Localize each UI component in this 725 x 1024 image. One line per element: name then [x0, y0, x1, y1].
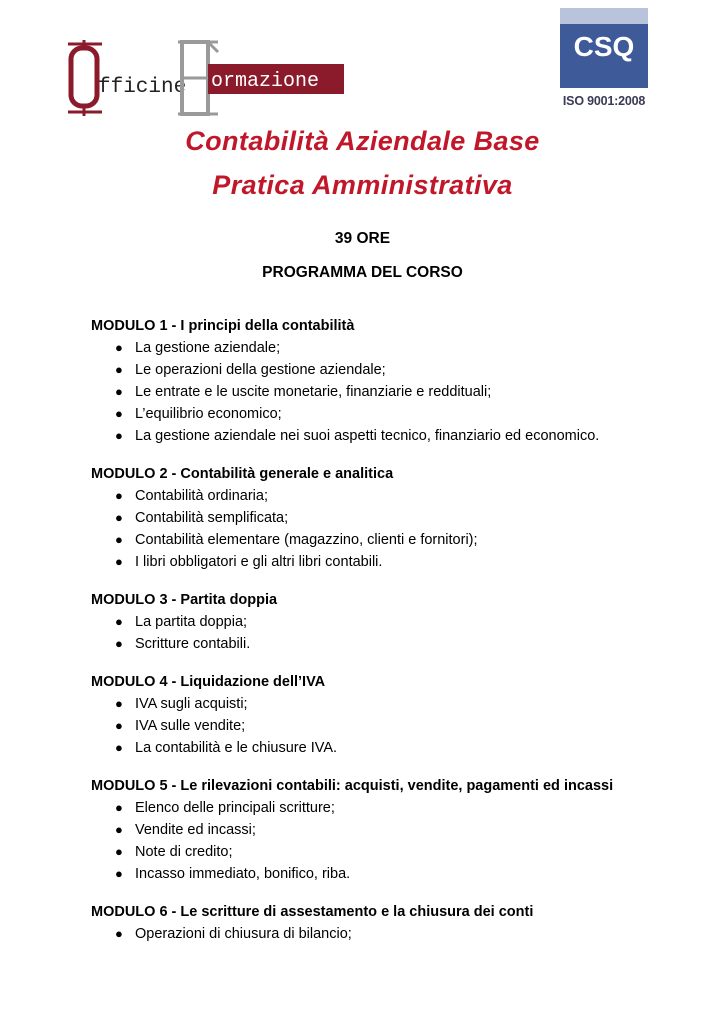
list-item-text: Contabilità ordinaria;	[135, 488, 268, 504]
program-heading: PROGRAMMA DEL CORSO	[262, 264, 463, 281]
list-item-text: I libri obbligatori e gli altri libri contabili.	[135, 554, 383, 570]
list-item-text: La partita doppia;	[135, 614, 248, 630]
bullet-icon: ●	[115, 866, 123, 881]
list-item-text: Elenco delle principali scritture;	[135, 800, 335, 816]
module-heading: MODULO 6 - Le scritture di assestamento e la chiusura dei conti	[91, 904, 534, 920]
course-title-line-2: Pratica Amministrativa	[212, 170, 513, 200]
list-item-text: Operazioni di chiusura di bilancio;	[135, 926, 352, 942]
list-item	[91, 737, 691, 759]
list-item	[91, 529, 691, 551]
module-5	[91, 776, 691, 885]
bullet-icon: ●	[115, 696, 123, 711]
bullet-icon: ●	[115, 362, 123, 377]
bullet-icon: ●	[115, 718, 123, 733]
bullet-icon: ●	[115, 384, 123, 399]
bullet-icon: ●	[115, 428, 123, 443]
svg-text:ormazione: ormazione	[211, 70, 320, 93]
list-item-text: Le entrate e le uscite monetarie, finanziarie e reddituali;	[135, 384, 492, 400]
bullet-icon: ●	[115, 510, 123, 525]
list-item	[91, 337, 691, 359]
list-item	[91, 819, 691, 841]
list-item-text: IVA sugli acquisti;	[135, 696, 248, 712]
module-6	[91, 902, 691, 945]
bullet-icon: ●	[115, 800, 123, 815]
module-items	[91, 337, 691, 447]
list-item-text: Scritture contabili.	[135, 636, 251, 652]
list-item	[91, 403, 691, 425]
list-item	[91, 923, 691, 945]
module-items	[91, 923, 691, 945]
list-item-text: Le operazioni della gestione aziendale;	[135, 362, 386, 378]
bullet-icon: ●	[115, 926, 123, 941]
csq-badge	[560, 8, 648, 88]
module-items	[91, 611, 691, 655]
bullet-icon: ●	[115, 822, 123, 837]
list-item	[91, 841, 691, 863]
module-items	[91, 693, 691, 759]
list-item-text: IVA sulle vendite;	[135, 718, 246, 734]
list-item-text: L’equilibrio economico;	[135, 406, 282, 422]
list-item	[91, 551, 691, 573]
bullet-icon: ●	[115, 614, 123, 629]
list-item-text: Vendite ed incassi;	[135, 822, 256, 838]
list-item	[91, 693, 691, 715]
module-heading: MODULO 3 - Partita doppia	[91, 592, 278, 608]
list-item	[91, 797, 691, 819]
module-items	[91, 797, 691, 885]
course-title-line-1: Contabilità Aziendale Base	[185, 126, 540, 156]
iso-certification-text: ISO 9001:2008	[562, 94, 646, 108]
csq-certification-logo	[556, 8, 652, 112]
list-item	[91, 381, 691, 403]
bullet-icon: ●	[115, 532, 123, 547]
bullet-icon: ●	[115, 740, 123, 755]
list-item-text: Note di credito;	[135, 844, 233, 860]
csq-brand-text: CSQ	[573, 31, 635, 62]
bullet-icon: ●	[115, 636, 123, 651]
list-item-text: La contabilità e le chiusure IVA.	[135, 740, 338, 756]
module-heading: MODULO 5 - Le rilevazioni contabili: acquisti, vendite, pagamenti ed incassi	[91, 778, 614, 794]
module-2	[91, 464, 691, 573]
list-item	[91, 485, 691, 507]
list-item	[91, 633, 691, 655]
module-items	[91, 485, 691, 573]
list-item	[91, 715, 691, 737]
course-hours: 39 ORE	[334, 230, 391, 247]
module-heading: MODULO 4 - Liquidazione dell’IVA	[91, 674, 326, 690]
module-heading: MODULO 2 - Contabilità generale e analitica	[91, 466, 394, 482]
module-3	[91, 590, 691, 655]
officine-formazione-logo	[68, 40, 344, 116]
bullet-icon: ●	[115, 406, 123, 421]
list-item-text: La gestione aziendale;	[135, 340, 281, 356]
list-item-text: Contabilità semplificata;	[135, 510, 289, 526]
list-item	[91, 863, 691, 885]
bullet-icon: ●	[115, 488, 123, 503]
list-item	[91, 507, 691, 529]
modules-list	[91, 316, 691, 962]
bullet-icon: ●	[115, 340, 123, 355]
bullet-icon: ●	[115, 844, 123, 859]
list-item-text: Contabilità elementare (magazzino, clienti e fornitori);	[135, 532, 478, 548]
module-1	[91, 316, 691, 447]
list-item	[91, 359, 691, 381]
module-4	[91, 672, 691, 759]
list-item-text: Incasso immediato, bonifico, riba.	[135, 866, 351, 882]
svg-text:fficine: fficine	[98, 76, 187, 99]
list-item	[91, 611, 691, 633]
list-item	[91, 425, 691, 447]
module-heading: MODULO 1 - I principi della contabilità	[91, 318, 355, 334]
bullet-icon: ●	[115, 554, 123, 569]
list-item-text: La gestione aziendale nei suoi aspetti tecnico, finanziario ed economico.	[135, 428, 600, 444]
